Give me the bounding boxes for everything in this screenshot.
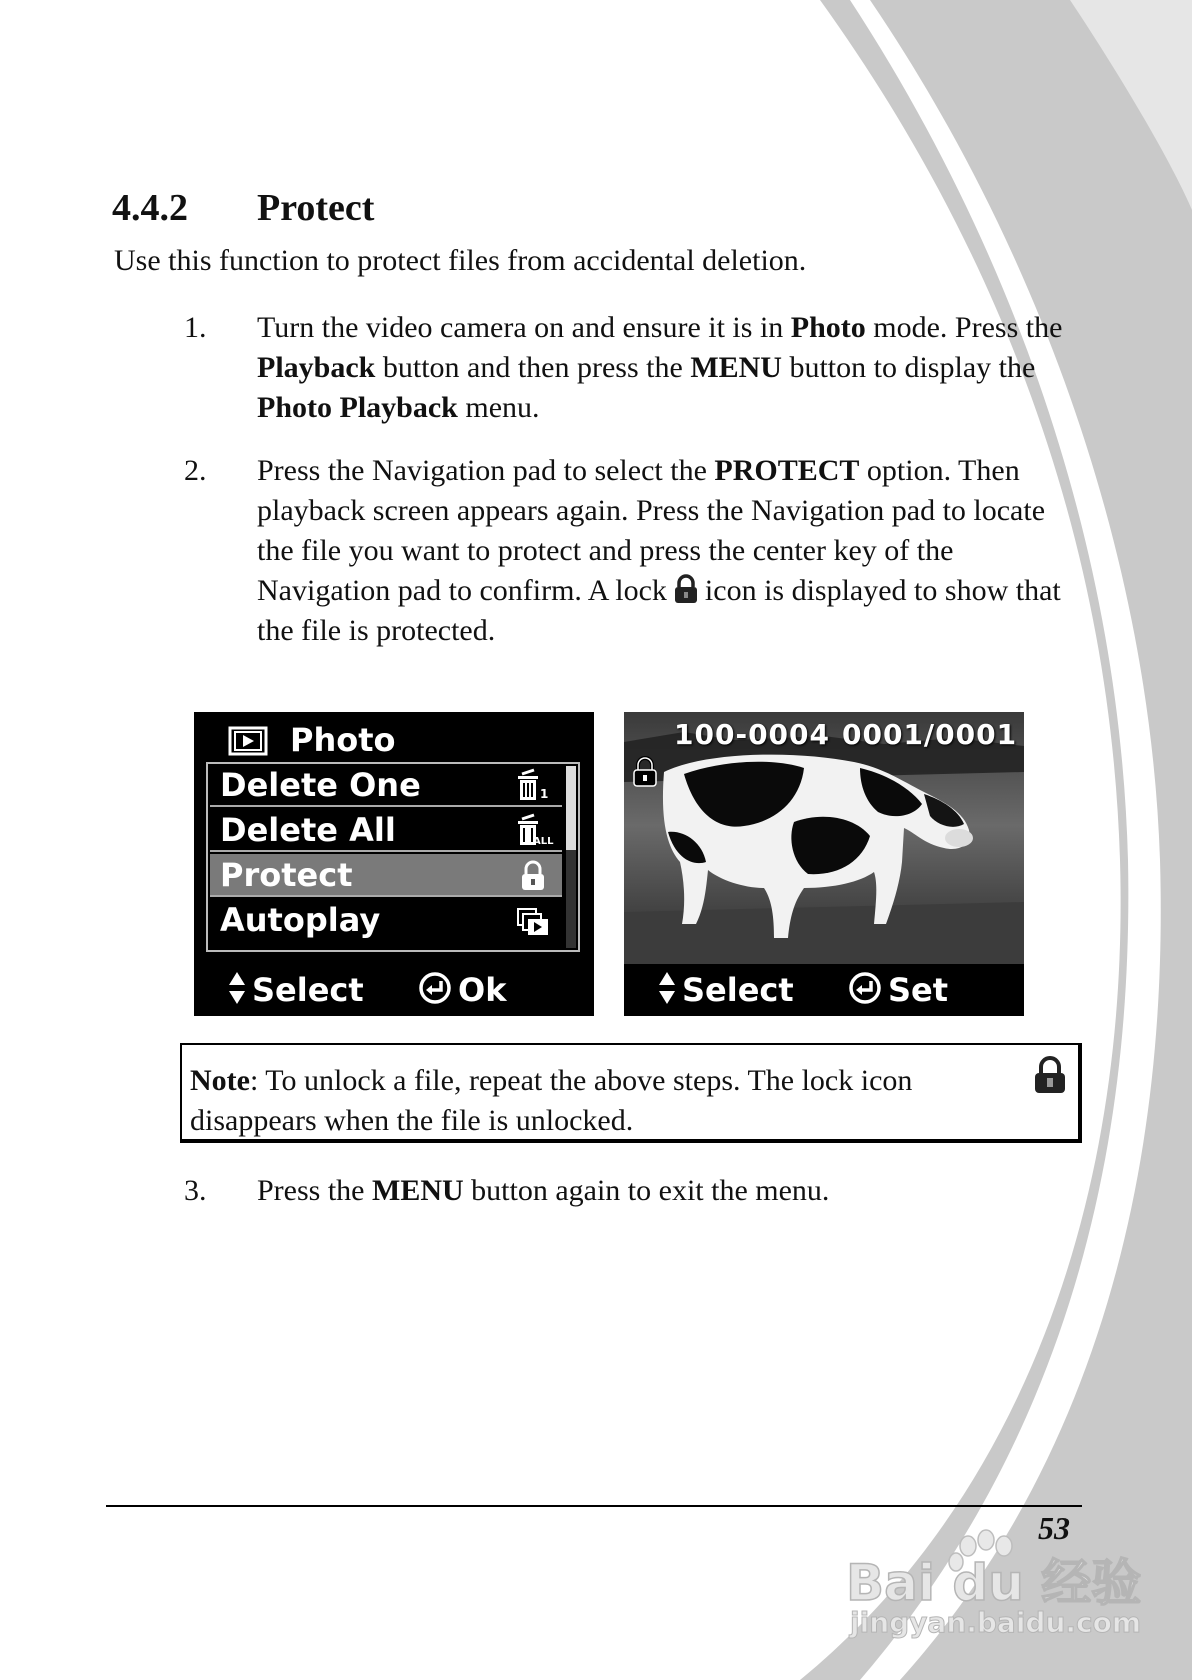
autoplay-icon — [516, 905, 550, 937]
svg-text:ALL: ALL — [533, 836, 554, 847]
lock-icon — [516, 860, 550, 892]
svg-text:jingyan.baidu.com: jingyan.baidu.com — [850, 1606, 1142, 1639]
step-1 — [184, 308, 1084, 428]
lock-icon — [1032, 1055, 1068, 1095]
svg-text:1: 1 — [540, 787, 549, 801]
step-text: Press the MENU button again to exit the menu. — [257, 1174, 830, 1207]
page-number: 53 — [1038, 1510, 1070, 1546]
delete-all-icon — [516, 815, 554, 847]
enter-icon — [418, 971, 452, 1005]
file-number: 100-0004 — [674, 718, 830, 751]
menu-item-delete-all[interactable]: Delete All ALL — [210, 809, 562, 852]
menu-list — [206, 762, 580, 952]
step-text: Turn the video camera on and ensure it is in Photo mode. Press the Playback button and then press the MENU button to display the Photo Playback menu. — [257, 311, 1063, 424]
menu-item-delete-one[interactable]: Delete One 1 — [210, 764, 562, 807]
delete-one-icon — [516, 770, 550, 802]
playback-icon — [228, 726, 268, 756]
menu-item-autoplay[interactable]: Autoplay — [210, 899, 562, 942]
note-label: Note — [190, 1064, 250, 1097]
svg-text:Bai du 经验: Bai du 经验 — [846, 1554, 1142, 1612]
step-3 — [184, 1171, 1084, 1211]
up-down-arrow-icon — [228, 971, 246, 1005]
section-title: Protect — [257, 187, 375, 229]
menu-scrollbar-thumb[interactable] — [566, 766, 576, 850]
footer-ok: Ok — [418, 964, 506, 1016]
baidu-watermark — [846, 1528, 1146, 1638]
enter-icon — [848, 971, 882, 1005]
up-down-arrow-icon — [658, 971, 676, 1005]
footer-set: Set — [848, 964, 948, 1016]
playback-footer — [624, 964, 1024, 1016]
footer-select: Select — [658, 964, 794, 1016]
lock-icon — [632, 756, 658, 788]
footer-select: Select — [228, 964, 364, 1016]
section-heading — [112, 186, 374, 230]
step-2 — [184, 451, 1084, 651]
step-number: 1. — [184, 311, 207, 344]
step-number: 3. — [184, 1174, 207, 1207]
footer-rule — [106, 1505, 1082, 1507]
menu-footer — [194, 964, 594, 1016]
note-text: : To unlock a file, repeat the above steps. The lock icon disappears when the file is unlocked. — [190, 1064, 913, 1137]
menu-screen: Photo Delete One 1 Delete All ALL Protect Autoplay Select Ok — [194, 712, 594, 1016]
menu-item-protect[interactable]: Protect — [210, 854, 562, 897]
intro-text: Use this function to protect files from accidental deletion. — [114, 244, 807, 277]
baidu-paw-icon — [846, 1528, 1146, 1638]
step-number: 2. — [184, 454, 207, 487]
lock-icon — [673, 574, 699, 604]
step-text: Press the Navigation pad to select the PROTECT option. Then playback screen appears again. Press the Navigation pad to locate the file you want to protect and press the center key of the Navigation pad to confirm. A lock icon is displayed to show that the file is protected. — [257, 454, 1061, 647]
section-number: 4.4.2 — [112, 187, 188, 229]
file-counter: 0001/0001 — [842, 718, 1018, 751]
playback-screen — [624, 712, 1024, 1016]
note-box — [180, 1043, 1082, 1143]
